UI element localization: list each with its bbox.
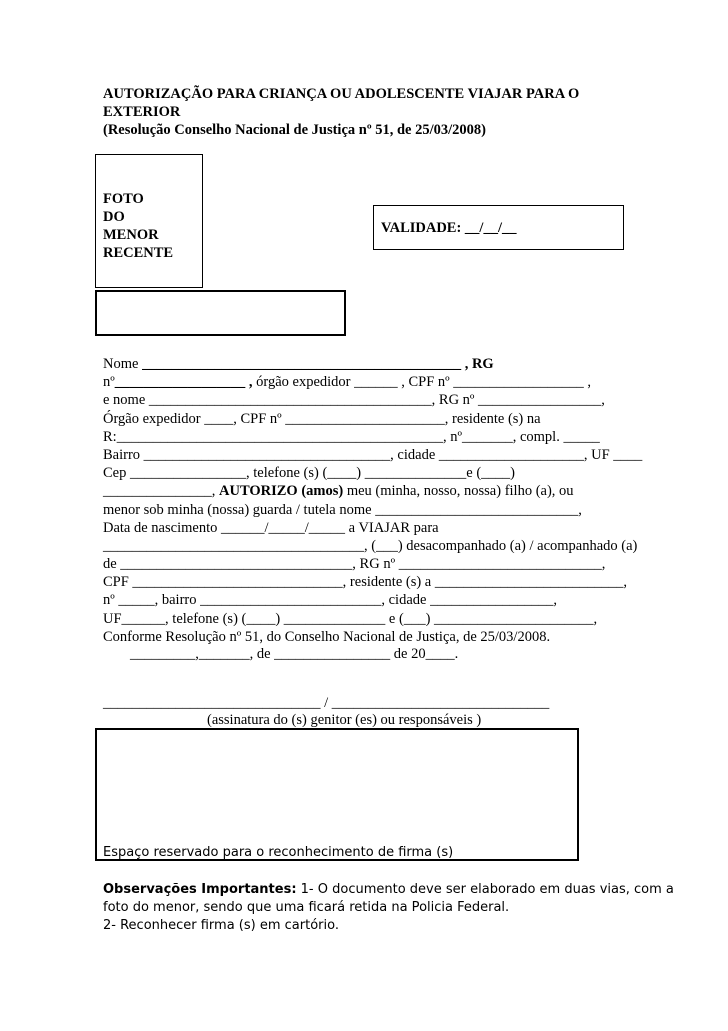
form-text: nº	[103, 374, 115, 391]
form-line: Cep ________________, telefone (s) (____) ______________e (____)	[103, 465, 515, 482]
authorize-text: AUTORIZO (amos)	[219, 483, 344, 500]
form-body	[103, 355, 643, 646]
form-line: e nome _______________________________________, RG nº _________________,	[103, 392, 605, 409]
form-text: , RG	[461, 356, 494, 372]
document-title	[103, 85, 663, 139]
signature-line: ______________________________ / ______________________________	[103, 695, 550, 711]
form-line	[103, 355, 643, 373]
form-line	[103, 482, 643, 500]
title-line-1: AUTORIZAÇÃO PARA CRIANÇA OU ADOLESCENTE VIAJAR PARA O	[103, 86, 580, 102]
form-text: órgão expedidor ______ , CPF nº __________________ ,	[256, 374, 592, 391]
form-text: ____________________________________________	[142, 356, 462, 372]
observation-text: 1- O documento deve ser elaborado em duas vias, com a	[296, 882, 674, 897]
form-line: UF______, telefone (s) (____) ______________ e (___) ______________________,	[103, 610, 598, 627]
form-text: meu (minha, nosso, nossa) filho (a), ou	[343, 483, 574, 500]
form-line: Órgão expedidor ____, CPF nº ______________________, residente (s) na	[103, 410, 541, 427]
form-line: menor sob minha (nossa) guarda / tutela nome ____________________________,	[103, 501, 582, 518]
subtitle: (Resolução Conselho Nacional de Justiça nº 51, de 25/03/2008)	[103, 122, 487, 138]
photo-label-line: FOTO	[103, 191, 144, 207]
observations	[103, 881, 674, 935]
form-line: R:_____________________________________________, nº_______, compl. _____	[103, 428, 600, 445]
photo-label-line: MENOR	[103, 227, 159, 243]
form-line: CPF _____________________________, residente (s) a __________________________,	[103, 574, 627, 591]
photo-label	[103, 190, 173, 262]
validade-label: VALIDADE: __/__/__	[381, 220, 517, 236]
photo-label-line: RECENTE	[103, 245, 174, 261]
form-text: Nome	[103, 356, 143, 372]
photo-label-line: DO	[103, 209, 125, 225]
firma-box	[95, 728, 579, 861]
date-line: _________,_______, de ________________ de 20____.	[130, 646, 459, 662]
form-text: _______________,	[103, 483, 219, 500]
form-text: ,	[245, 374, 257, 391]
signature-caption: (assinatura do (s) genitor (es) ou responsáveis )	[207, 712, 482, 728]
form-line: ____________________________________, (___) desacompanhado (a) / acompanhado (a)	[103, 537, 638, 554]
observation-line: 2- Reconhecer firma (s) em cartório.	[103, 918, 339, 933]
form-line: Bairro __________________________________, cidade ____________________, UF ____	[103, 446, 643, 463]
firma-label: Espaço reservado para o reconhecimento de firma (s)	[103, 845, 454, 860]
form-line	[103, 373, 643, 391]
form-line: Data de nascimento ______/_____/_____ a VIAJAR para	[103, 519, 439, 536]
form-line: nº _____, bairro _________________________, cidade _________________,	[103, 592, 557, 609]
title-line-2: EXTERIOR	[103, 104, 181, 120]
observation-heading: Observações Importantes:	[103, 882, 297, 897]
form-line: Conforme Resolução nº 51, do Conselho Nacional de Justiça, de 25/03/2008.	[103, 628, 551, 645]
form-line: de ________________________________, RG nº ____________________________,	[103, 556, 606, 573]
form-text: __________________	[114, 374, 246, 391]
observation-line	[103, 881, 674, 899]
blank-field-box	[95, 290, 346, 336]
observation-line: foto do menor, sendo que uma ficará retida na Policia Federal.	[103, 900, 510, 915]
